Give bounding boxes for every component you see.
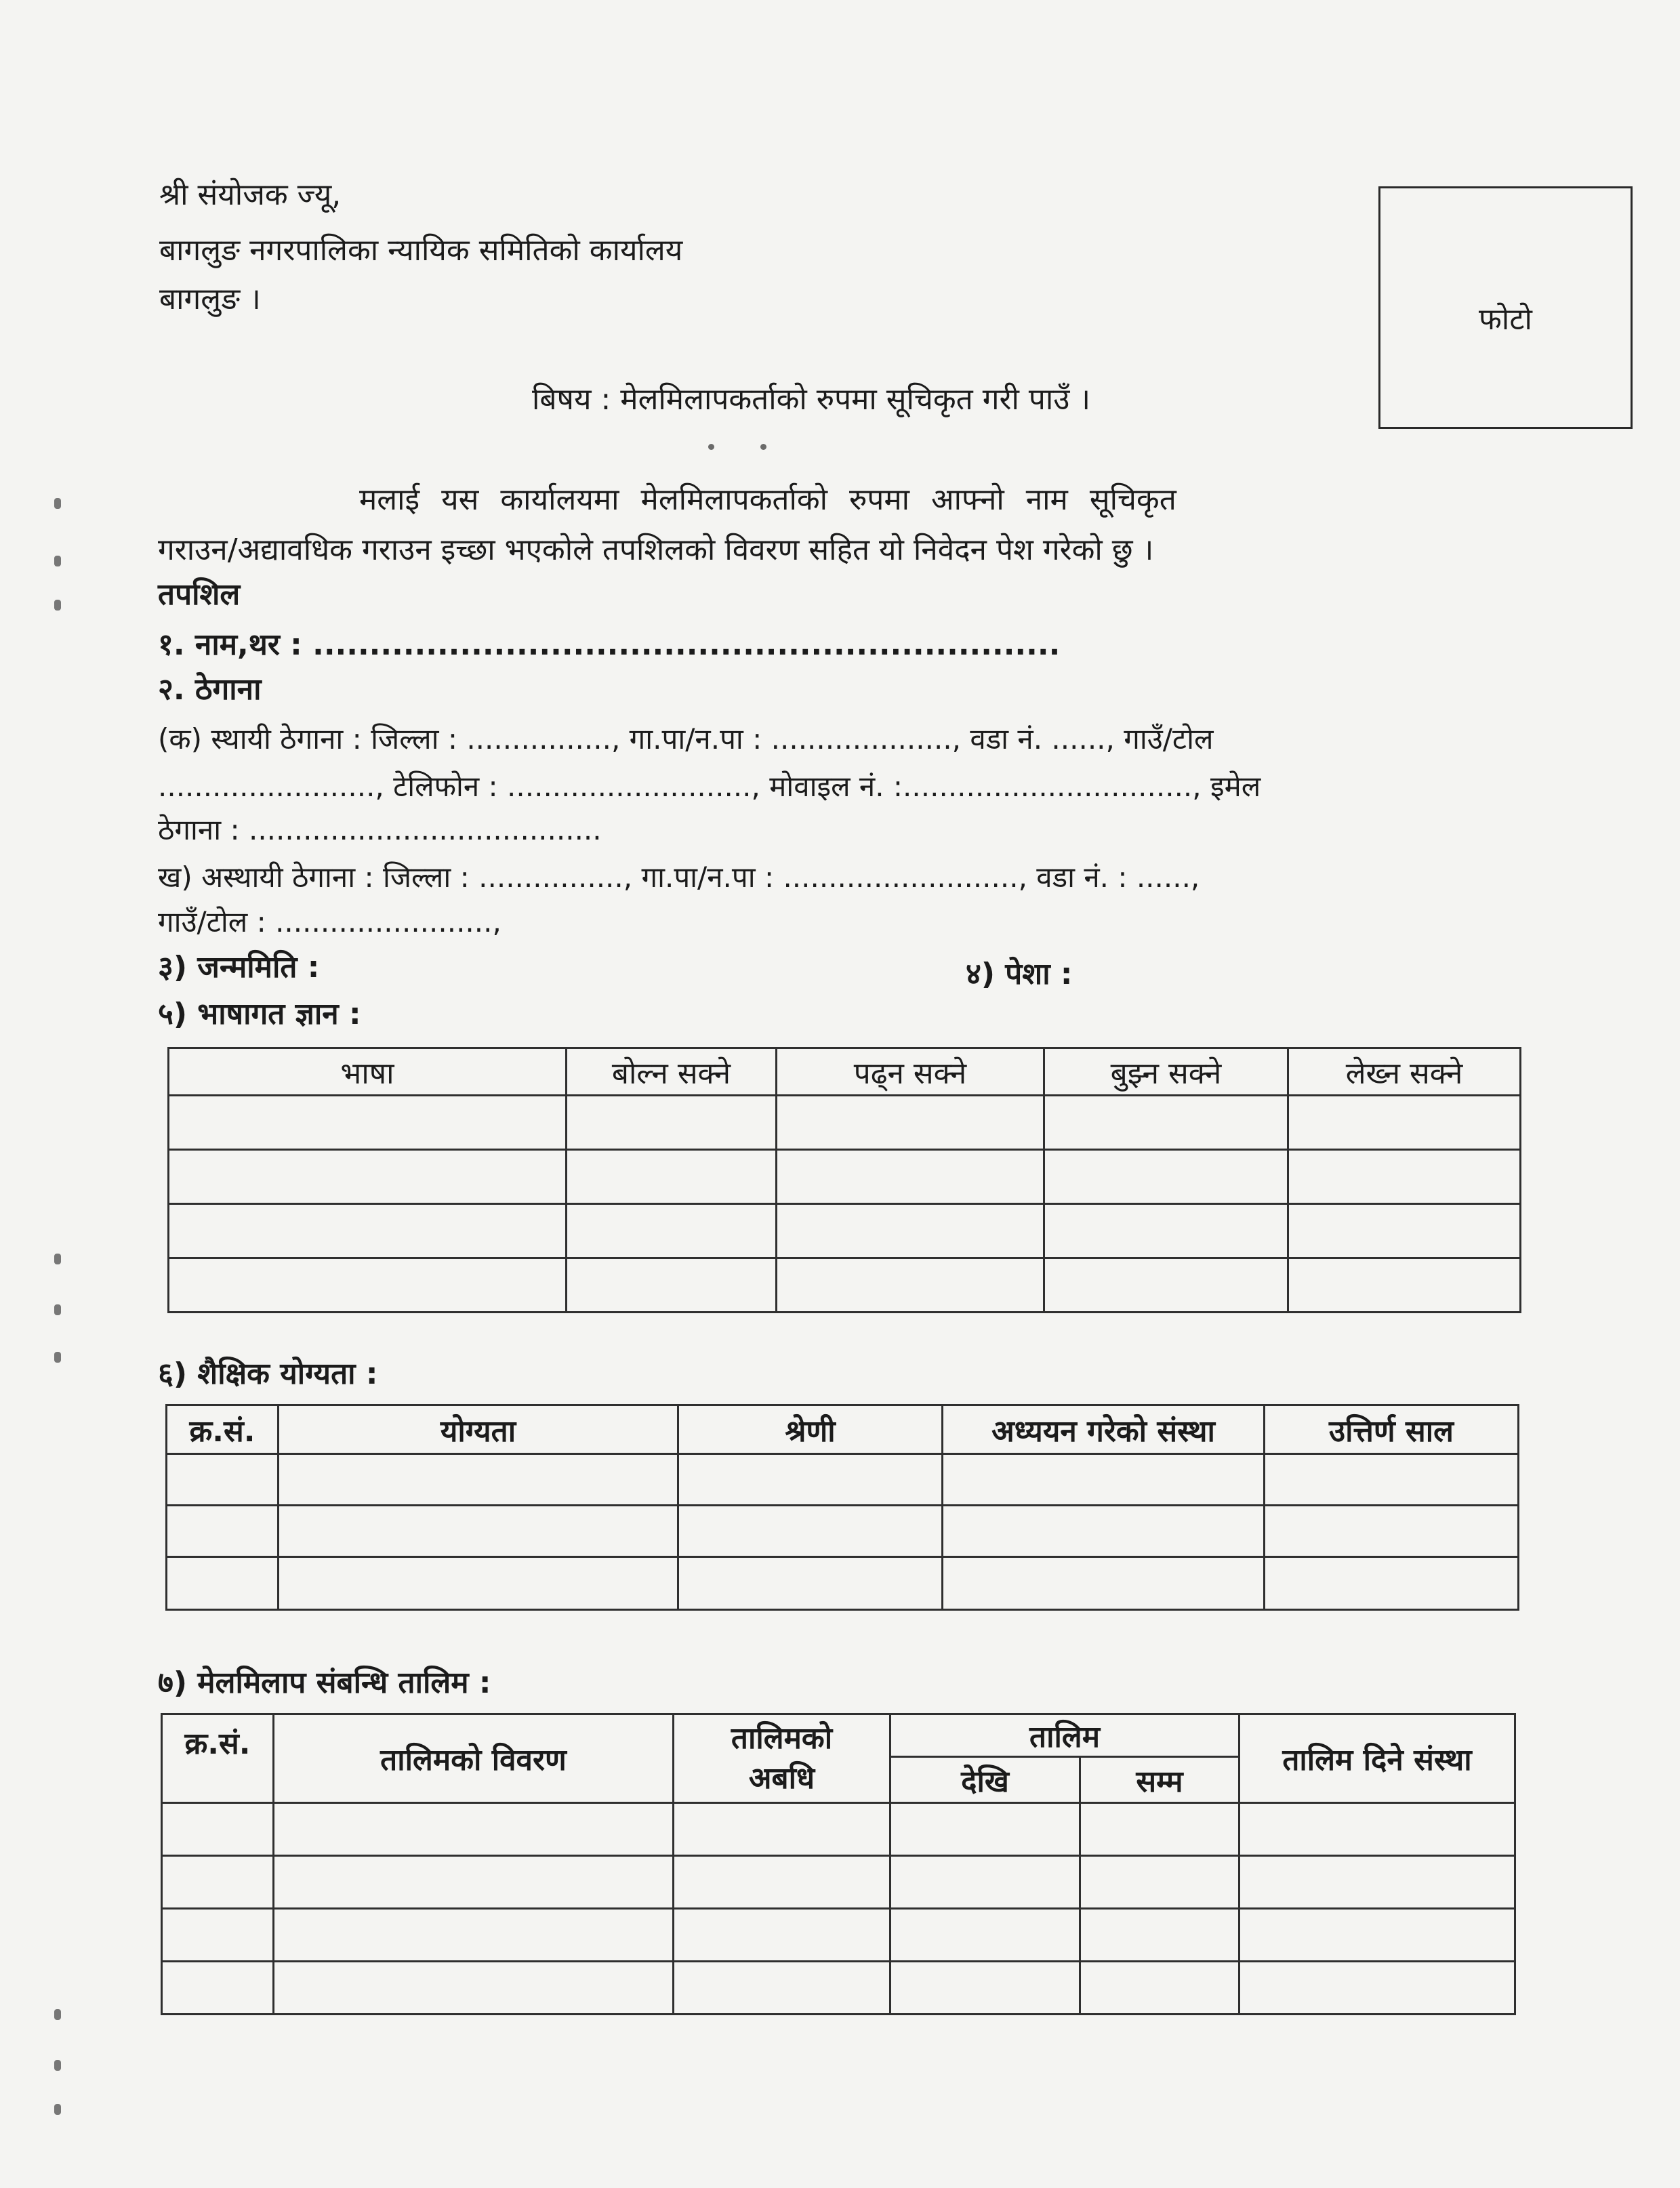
addressee-line-3: बागलुङ । [159,282,261,316]
dob-field: ३) जन्ममिति : [158,950,320,985]
scan-mark [54,498,61,509]
name-field: १. नाम,थर : .................................................................. [158,627,1061,662]
scan-mark [54,1254,61,1264]
col-header-language: भाषा [169,1048,567,1096]
col-header-institution: अध्ययन गरेको संस्था [943,1405,1265,1454]
tapashil-heading: तपशिल [158,577,241,612]
scan-mark [54,2060,61,2071]
scan-mark [54,1352,61,1363]
table-row [169,1258,1521,1313]
table-row [162,1856,1515,1909]
body-line-2: गराउन/अद्यावधिक गराउन इच्छा भएकोले तपशिलको विवरण सहित यो निवेदन पेश गरेको छु । [158,533,1154,567]
col-header-can-read: पढ्न सक्ने [777,1048,1044,1096]
col-header-training-institution: तालिम दिने संस्था [1239,1714,1515,1803]
duration-label-line-2: अबधि [748,1761,815,1796]
addressee-line-2: बागलुङ नगरपालिका न्यायिक समितिको कार्यालय [159,233,683,268]
speck [708,444,714,450]
permanent-address-line-3: ठेगाना : ....................................... [158,813,602,846]
permanent-address-line-2: ........................, टेलिफोन : ..........................., मोवाइल नं. :................................, इमेल [158,770,1261,803]
col-header-to: सम्म [1080,1757,1239,1803]
training-table [161,1713,1516,2015]
col-header-training-details: तालिमको विवरण [274,1714,674,1803]
scan-mark [54,556,61,566]
education-table [165,1404,1519,1611]
address-heading: २. ठेगाना [158,672,262,707]
photo-label: फोटो [1479,302,1532,337]
subject-line: बिषय : मेलमिलापकर्ताको रुपमा सूचिकृत गरी पाउँ । [532,382,1091,417]
training-heading: ७) मेलमिलाप संबन्धि तालिम : [158,1666,491,1700]
col-header-sn: क्र.सं. [167,1405,279,1454]
table-row [169,1204,1521,1258]
col-header-training: तालिम [890,1714,1239,1757]
speck [760,444,766,450]
col-header-qualification: योग्यता [279,1405,678,1454]
table-row [169,1150,1521,1204]
table-row [162,1962,1515,2015]
col-header-passed-year: उत्तिर्ण साल [1265,1405,1519,1454]
table-row [169,1096,1521,1150]
education-heading: ६) शैक्षिक योग्यता : [158,1357,378,1391]
col-header-sn: क्र.सं. [162,1714,274,1803]
col-header-training-duration [674,1714,890,1803]
table-row [162,1909,1515,1962]
occupation-field: ४) पेशा : [966,957,1073,991]
table-row [162,1803,1515,1856]
language-heading: ५) भाषागत ज्ञान : [158,997,361,1031]
scan-mark [54,1304,61,1315]
col-header-from: देखि [890,1757,1080,1803]
scan-mark [54,2009,61,2020]
table-row [167,1454,1519,1506]
photo-box [1378,186,1633,429]
col-header-can-write: लेख्न सक्ने [1288,1048,1521,1096]
body-line-1: मलाई यस कार्यालयमा मेलमिलापकर्ताको रुपमा आफ्नो नाम सूचिकृत [359,482,1176,517]
col-header-can-understand: बुझ्न सक्ने [1044,1048,1288,1096]
temporary-address-line-2: गाउँ/टोल : ........................, [158,905,501,938]
scan-mark [54,600,61,611]
duration-label-line-1: तालिमको [731,1720,833,1756]
temporary-address-line-1: ख) अस्थायी ठेगाना : जिल्ला : ................, गा.पा/न.पा : .........................., वडा नं. : ......, [158,861,1200,894]
language-table [167,1047,1521,1313]
table-row [167,1557,1519,1610]
scan-mark [54,2104,61,2115]
col-header-division: श्रेणी [678,1405,943,1454]
table-row [167,1506,1519,1557]
col-header-can-speak: बोल्न सक्ने [567,1048,777,1096]
permanent-address-line-1: (क) स्थायी ठेगाना : जिल्ला : ................, गा.पा/न.पा : ...................., वडा नं. ......, गाउँ/टोल [158,722,1214,756]
addressee-line-1: श्री संयोजक ज्यू, [159,178,342,212]
